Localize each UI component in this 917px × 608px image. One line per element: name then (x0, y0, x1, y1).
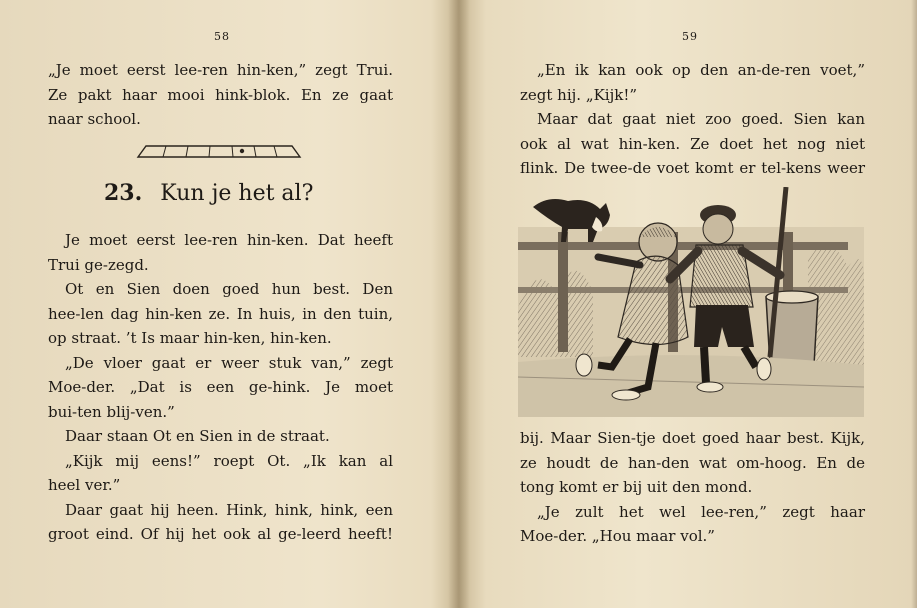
right-bottom-text (520, 426, 865, 549)
text-line: heel ver.” (48, 476, 121, 494)
text-line: „Je moet eerst lee-ren hin-ken,” zegt Trui. (48, 61, 393, 79)
text-line: ook al wat hin-ken. Ze doet het nog niet (520, 134, 865, 153)
left-body-text (48, 228, 393, 547)
text-line: Daar gaat hij heen. Hink, hink, hink, een (65, 500, 393, 519)
text-line: bui-ten blij-ven.” (48, 402, 175, 421)
chapter-title: Kun je het al? (160, 181, 314, 206)
text-line: „Je zult het wel lee-ren,” zegt haar (537, 502, 865, 521)
chapter-heading (104, 180, 404, 206)
page-number-left: 58 (214, 30, 230, 43)
text-line: flink. De twee-de voet komt er tel-kens weer (520, 159, 865, 177)
left-intro-text (48, 58, 393, 132)
text-line: Ot en Sien doen goed hun best. Den (65, 280, 393, 298)
text-line: Ze pakt haar mooi hink-blok. En ze gaat (48, 85, 393, 104)
right-top-text (520, 58, 865, 181)
children-hopping-illustration (518, 187, 864, 417)
text-line: Je moet eerst lee-ren hin-ken. Dat heeft (65, 231, 393, 249)
left-page (0, 0, 449, 608)
text-line: „Kijk mij eens!” roept Ot. „Ik kan al (65, 451, 393, 470)
right-page (470, 0, 917, 608)
chapter-number: 23. (104, 180, 143, 206)
text-line: Daar staan Ot en Sien in de straat. (65, 427, 330, 445)
text-line: Maar dat gaat niet zoo goed. Sien kan (537, 110, 865, 128)
page-number-right: 59 (682, 30, 698, 43)
text-line: ze houdt de han-den wat om-hoog. En de (520, 453, 865, 472)
book-gutter (448, 0, 470, 608)
text-line: zegt hij. „Kijk!” (520, 85, 638, 104)
text-line: bij. Maar Sien-tje doet goed haar best. Kijk, (520, 429, 865, 447)
text-line: hee-len dag hin-ken ze. In huis, in den tuin, (48, 304, 393, 323)
text-line: tong komt er bij uit den mond. (520, 478, 753, 496)
text-line: Moe-der. „Hou maar vol.” (520, 527, 715, 545)
text-line: op straat. ’t Is maar hin-ken, hin-ken. (48, 329, 332, 347)
text-line: Moe-der. „Dat is een ge-hink. Je moet (48, 378, 393, 396)
text-line: naar school. (48, 110, 141, 128)
text-line: „De vloer gaat er weer stuk van,” zegt (65, 353, 393, 372)
text-line: groot eind. Of hij het ook al ge-leerd heeft! (48, 525, 393, 543)
hink-blok-illustration (136, 144, 302, 160)
text-line: „En ik kan ook op den an-de-ren voet,” (537, 61, 865, 79)
text-line: Trui ge-zegd. (48, 255, 149, 274)
